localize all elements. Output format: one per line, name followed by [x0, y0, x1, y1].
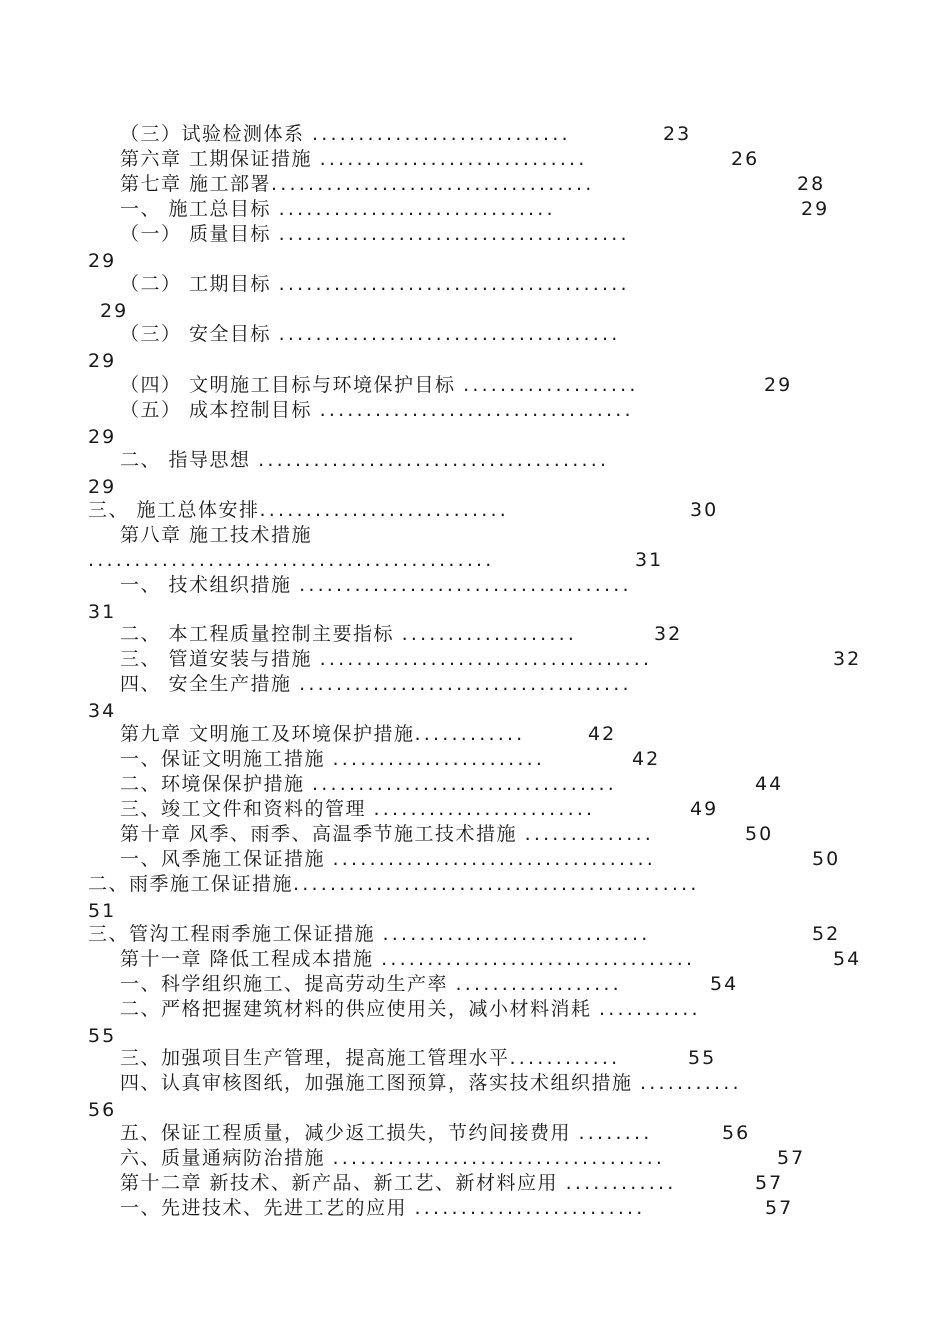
toc-entry-title: 二、环境保保护措施 — [120, 773, 313, 795]
toc-entry-title: 六、质量通病防治措施 — [120, 1147, 333, 1169]
toc-entry-title: 二、严格把握建筑材料的供应使用关，减小材料消耗 — [120, 998, 600, 1020]
toc-entry[interactable] — [120, 398, 634, 423]
toc-entry[interactable] — [120, 172, 594, 197]
toc-page-number[interactable]: 29 — [801, 198, 830, 220]
toc-leader-dots: ................................... — [332, 848, 656, 870]
toc-page-number[interactable]: 34 — [88, 700, 117, 722]
toc-leader-dots: .................................... — [332, 1147, 666, 1169]
toc-leader-dots: ...................................... — [258, 449, 610, 471]
toc-entry[interactable] — [120, 797, 595, 822]
toc-page-number[interactable]: 44 — [755, 773, 784, 795]
toc-page-number[interactable]: 29 — [88, 350, 117, 372]
toc-entry-title: 第八章 施工技术措施 — [120, 524, 313, 546]
toc-entry[interactable] — [120, 622, 577, 647]
toc-leader-dots: .................................. — [319, 399, 634, 421]
toc-page-number[interactable]: 57 — [765, 1197, 794, 1219]
toc-page-number[interactable]: 56 — [88, 1099, 117, 1121]
toc-leader-dots: ................... — [401, 623, 578, 645]
toc-entry[interactable] — [120, 1121, 652, 1146]
toc-entry-title: （四） 文明施工目标与环境保护目标 — [120, 374, 464, 396]
toc-entry[interactable] — [120, 647, 652, 672]
toc-entry[interactable] — [120, 847, 656, 872]
toc-leader-dots: .............................. — [278, 198, 556, 220]
toc-entry[interactable] — [120, 122, 571, 147]
toc-entry[interactable] — [120, 197, 556, 222]
toc-page-number[interactable]: 32 — [654, 623, 683, 645]
toc-entry[interactable] — [120, 1071, 742, 1096]
toc-page-number[interactable]: 52 — [812, 923, 841, 945]
toc-entry-title: 第七章 施工部署 — [120, 173, 272, 195]
toc-entry[interactable] — [88, 922, 651, 947]
toc-page-number[interactable]: 57 — [755, 1172, 784, 1194]
toc-entry[interactable] — [88, 498, 509, 523]
toc-leader-dots: ............................. — [382, 923, 651, 945]
toc-leader-dots: ............ — [509, 1047, 621, 1069]
toc-entry[interactable] — [120, 272, 630, 297]
toc-entry[interactable] — [120, 147, 588, 172]
toc-entry-title: 第十二章 新技术、新产品、新工艺、新材料应用 — [120, 1172, 566, 1194]
toc-leader-dots: ........................... — [259, 499, 510, 521]
toc-page-number[interactable]: 29 — [88, 476, 117, 498]
toc-page-number[interactable]: 31 — [88, 601, 117, 623]
toc-entry-title: （二） 工期目标 — [120, 273, 279, 295]
toc-page-number[interactable]: 31 — [635, 549, 664, 571]
toc-entry[interactable] — [120, 997, 701, 1022]
toc-entry[interactable] — [120, 947, 695, 972]
toc-leader-dots: ................................. — [312, 773, 617, 795]
toc-leader-dots: ................... — [463, 374, 639, 396]
toc-page-number[interactable]: 57 — [777, 1147, 806, 1169]
toc-entry[interactable] — [120, 1046, 620, 1071]
toc-entry-title: （三） 安全目标 — [120, 323, 279, 345]
toc-leader-dots: ................................... — [271, 173, 595, 195]
toc-page-number[interactable]: 32 — [833, 648, 862, 670]
toc-entry-title: 一、风季施工保证措施 — [120, 848, 333, 870]
toc-page-number[interactable]: 29 — [764, 374, 793, 396]
toc-leader-dots: ........ — [578, 1122, 653, 1144]
toc-entry-title: 第九章 文明施工及环境保护措施 — [120, 723, 415, 745]
toc-leader-dots: ............................................ — [88, 549, 495, 571]
toc-entry[interactable] — [120, 822, 654, 847]
toc-page-number[interactable]: 29 — [88, 250, 117, 272]
toc-leader-dots: ............................. — [319, 148, 588, 170]
toc-entry-title: 三、管沟工程雨季施工保证措施 — [88, 923, 383, 945]
toc-page-number[interactable]: 29 — [88, 426, 117, 448]
toc-leader-dots: ..................................... — [278, 323, 621, 345]
toc-leader-dots: ............ — [414, 723, 526, 745]
toc-entry[interactable] — [120, 722, 525, 747]
toc-entry[interactable] — [88, 548, 495, 573]
toc-leader-dots: .................................... — [299, 574, 632, 596]
toc-page-number[interactable]: 50 — [745, 823, 774, 845]
toc-entry-title: 三、加强项目生产管理，提高施工管理水平 — [120, 1047, 510, 1069]
toc-page-number[interactable]: 30 — [690, 499, 719, 521]
toc-page-number[interactable]: 55 — [688, 1047, 717, 1069]
toc-leader-dots: .................................. — [381, 948, 696, 970]
toc-leader-dots: ............ — [565, 1172, 677, 1194]
toc-entry[interactable] — [120, 573, 632, 598]
toc-entry-title: 二、 指导思想 — [120, 449, 259, 471]
toc-entry[interactable] — [120, 373, 639, 398]
toc-leader-dots: ........... — [599, 998, 701, 1020]
toc-entry-title: 第十章 风季、雨季、高温季节施工技术措施 — [120, 823, 525, 845]
toc-page-number[interactable]: 50 — [812, 848, 841, 870]
toc-entry-title: 三、 施工总体安排 — [88, 499, 260, 521]
toc-entry-title: 第六章 工期保证措施 — [120, 148, 320, 170]
toc-entry[interactable] — [120, 523, 312, 548]
toc-leader-dots: ....................... — [332, 748, 546, 770]
toc-entry[interactable] — [120, 448, 609, 473]
toc-entry-title: 一、先进技术、先进工艺的应用 — [120, 1197, 415, 1219]
toc-page-number[interactable]: 28 — [797, 173, 826, 195]
toc-entry-title: 二、 本工程质量控制主要指标 — [120, 623, 402, 645]
toc-leader-dots: .............. — [524, 823, 654, 845]
toc-entry-title: 一、科学组织施工、提高劳动生产率 — [120, 973, 456, 995]
toc-entry-title: 五、保证工程质量，减少返工损失，节约间接费用 — [120, 1122, 579, 1144]
toc-entry-title: 四、 安全生产措施 — [120, 673, 300, 695]
toc-page-number[interactable]: 54 — [710, 973, 739, 995]
toc-leader-dots: ......................... — [414, 1197, 646, 1219]
toc-page-number[interactable]: 56 — [722, 1122, 751, 1144]
toc-entry[interactable] — [88, 872, 700, 897]
toc-entry[interactable] — [120, 1146, 665, 1171]
toc-page-number[interactable]: 42 — [588, 723, 617, 745]
toc-leader-dots: .................. — [455, 973, 622, 995]
toc-page-number[interactable]: 29 — [100, 300, 129, 322]
toc-leader-dots: ............................ — [312, 123, 571, 145]
toc-page-number[interactable]: 51 — [88, 900, 117, 922]
toc-entry-title: （一） 质量目标 — [120, 223, 279, 245]
toc-leader-dots: ........... — [640, 1072, 742, 1094]
toc-entry[interactable] — [120, 222, 630, 247]
toc-entry[interactable] — [120, 672, 632, 697]
toc-entry-title: 二、雨季施工保证措施 — [88, 873, 294, 895]
toc-entry[interactable] — [120, 1196, 646, 1221]
toc-entry[interactable] — [120, 322, 620, 347]
toc-page-number[interactable]: 54 — [833, 948, 862, 970]
toc-leader-dots: ...................................... — [278, 273, 630, 295]
toc-entry-title: 第十一章 降低工程成本措施 — [120, 948, 382, 970]
toc-entry-title: 一、 技术组织措施 — [120, 574, 300, 596]
toc-entry[interactable] — [120, 747, 545, 772]
toc-entry-title: 一、保证文明施工措施 — [120, 748, 333, 770]
toc-entry-title: （三）试验检测体系 — [120, 123, 313, 145]
toc-entry-title: 三、竣工文件和资料的管理 — [120, 798, 374, 820]
toc-page-number[interactable]: 23 — [663, 123, 692, 145]
toc-entry-title: 四、认真审核图纸，加强施工图预算，落实技术组织措施 — [120, 1072, 641, 1094]
toc-leader-dots: .................................... — [299, 673, 632, 695]
toc-leader-dots: ...................................... — [278, 223, 630, 245]
toc-entry[interactable] — [120, 772, 617, 797]
toc-entry-title: （五） 成本控制目标 — [120, 399, 320, 421]
toc-page-number[interactable]: 42 — [632, 748, 661, 770]
toc-page-number[interactable]: 55 — [88, 1025, 117, 1047]
toc-leader-dots: ........................ — [373, 798, 596, 820]
toc-entry-title: 一、 施工总目标 — [120, 198, 279, 220]
toc-page-number[interactable]: 49 — [690, 798, 719, 820]
toc-leader-dots: ............................................ — [293, 873, 700, 895]
toc-entry[interactable] — [120, 1171, 676, 1196]
toc-entry-title: 三、 管道安装与措施 — [120, 648, 320, 670]
toc-entry[interactable] — [120, 972, 622, 997]
toc-leader-dots: .................................... — [319, 648, 653, 670]
toc-page-number[interactable]: 26 — [731, 148, 760, 170]
